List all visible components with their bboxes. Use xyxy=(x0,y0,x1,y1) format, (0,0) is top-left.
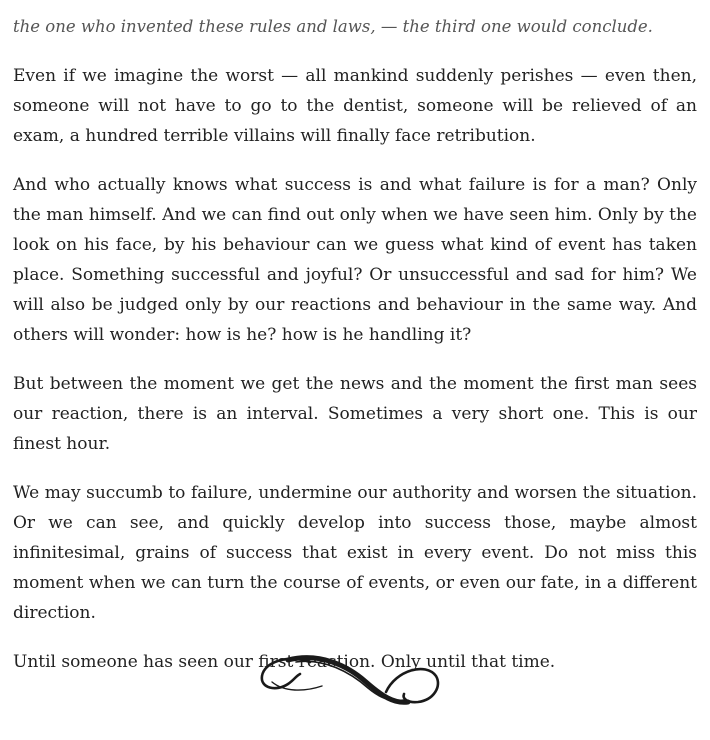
flourish-divider-icon xyxy=(258,652,440,708)
paragraph-5: Until someone has seen our first reaction. Only until that time. xyxy=(13,652,556,672)
paragraph-1: Even if we imagine the worst — all mankind suddenly perishes — even then, someone will not have to go to the dentist, someone will be relieved of an exam, a hundred terrible villains will finally face retribution. xyxy=(13,66,697,146)
paragraph-4: We may succumb to failure, undermine our authority and worsen the situation. Or we can see, and quickly develop into success those, maybe almost infinitesimal, grains of success that exist in every event. Do not miss this moment when we can turn the course of events, or even our fate, in a different direction. xyxy=(13,483,697,623)
paragraph-3: But between the moment we get the news and the moment the first man sees our reaction, there is an interval. Sometimes a very short one. This is our finest hour. xyxy=(13,374,697,454)
lead-fragment: the one who invented these rules and laws, — the third one would conclude. xyxy=(13,17,653,36)
document-page xyxy=(13,0,697,677)
paragraph-2: And who actually knows what success is and what failure is for a man? Only the man himself. And we can find out only when we have seen him. Only by the look on his face, by his behaviour can we guess what kind of event has taken place. Something successful and joyful? Or unsuccessful and sad for him? We will also be judged only by our reactions and behaviour in the same way. And others will wonder: how is he? how is he handling it? xyxy=(13,175,697,345)
